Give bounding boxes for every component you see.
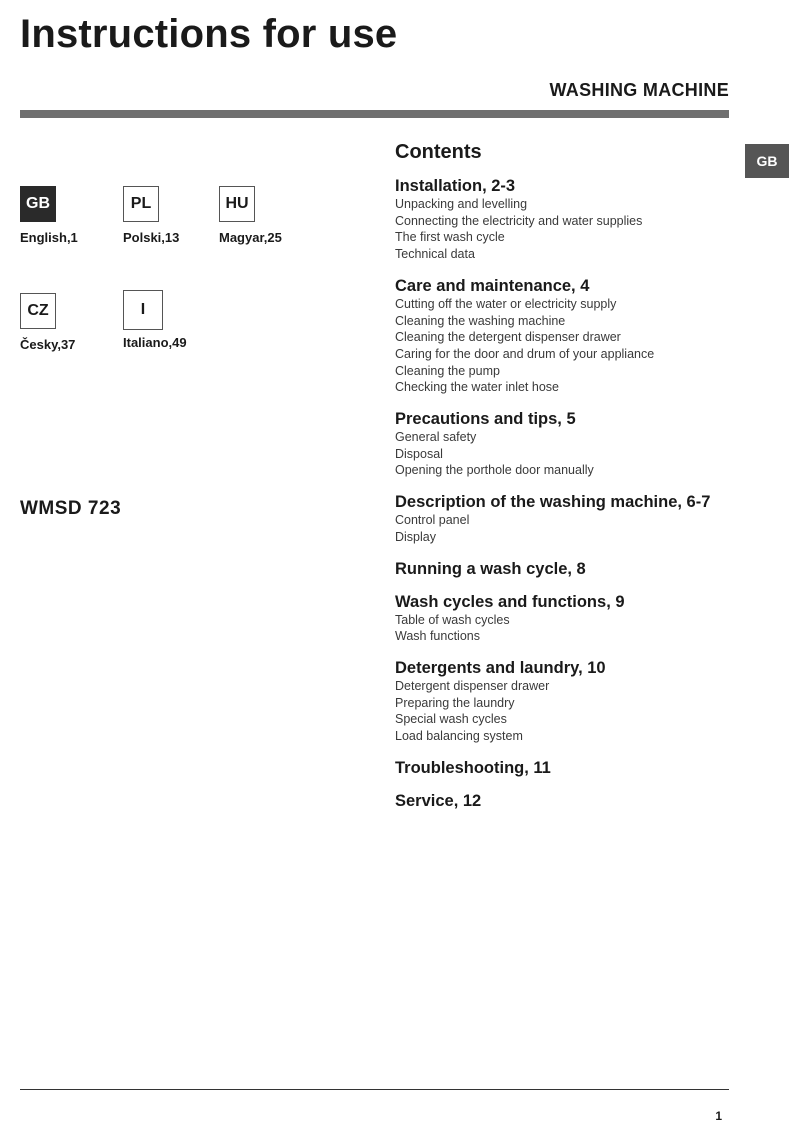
header-divider xyxy=(20,110,729,118)
language-option-gb[interactable] xyxy=(20,186,120,245)
language-side-tab: GB xyxy=(745,144,789,178)
section-item[interactable]: General safety xyxy=(395,430,477,445)
section-item[interactable]: Display xyxy=(395,529,436,544)
section-item[interactable]: Load balancing system xyxy=(395,729,523,744)
contents-heading: Contents xyxy=(395,141,482,163)
section-item[interactable]: The first wash cycle xyxy=(395,230,505,245)
section-item[interactable]: Preparing the laundry xyxy=(395,695,515,710)
section-heading[interactable]: Detergents and laundry, 10 xyxy=(395,658,606,677)
section-item[interactable]: Control panel xyxy=(395,513,470,528)
section-item[interactable]: Cutting off the water or electricity supply xyxy=(395,296,617,311)
section-heading[interactable]: Care and maintenance, 4 xyxy=(395,276,590,295)
language-label: Česky,37 xyxy=(20,337,76,352)
contents-section xyxy=(395,592,735,645)
section-item[interactable]: Cleaning the detergent dispenser drawer xyxy=(395,330,621,345)
language-code-box: HU xyxy=(219,186,255,222)
section-heading[interactable]: Service, 12 xyxy=(395,791,482,810)
document-subtitle: WASHING MACHINE xyxy=(549,80,729,100)
language-option-pl[interactable] xyxy=(123,186,223,245)
section-item[interactable]: Unpacking and levelling xyxy=(395,197,528,211)
language-option-it[interactable] xyxy=(123,290,223,350)
section-heading[interactable]: Precautions and tips, 5 xyxy=(395,410,576,429)
language-code-box: CZ xyxy=(20,293,56,329)
contents-section xyxy=(395,276,735,396)
table-of-contents xyxy=(395,141,735,824)
contents-section xyxy=(395,758,735,778)
contents-section xyxy=(395,559,735,579)
contents-section xyxy=(395,176,735,263)
section-item[interactable]: Wash functions xyxy=(395,629,480,644)
section-item[interactable]: Caring for the door and drum of your appliance xyxy=(395,346,655,361)
contents-section xyxy=(395,409,735,479)
footer-divider xyxy=(20,1089,729,1090)
section-item[interactable]: Table of wash cycles xyxy=(395,612,510,627)
contents-section xyxy=(395,658,735,745)
language-option-hu[interactable] xyxy=(219,186,319,245)
section-item[interactable]: Technical data xyxy=(395,247,475,262)
section-heading[interactable]: Description of the washing machine, 6-7 xyxy=(395,493,711,512)
section-item[interactable]: Cleaning the washing machine xyxy=(395,313,566,328)
section-item[interactable]: Detergent dispenser drawer xyxy=(395,678,550,693)
language-label: Magyar,25 xyxy=(219,230,282,245)
page-number: 1 xyxy=(715,1109,722,1123)
section-item[interactable]: Opening the porthole door manually xyxy=(395,463,594,478)
language-option-cz[interactable] xyxy=(20,293,120,352)
contents-sections xyxy=(395,176,735,811)
section-item[interactable]: Connecting the electricity and water supplies xyxy=(395,213,643,228)
section-heading[interactable]: Wash cycles and functions, 9 xyxy=(395,592,625,611)
section-item[interactable]: Checking the water inlet hose xyxy=(395,380,559,395)
section-item[interactable]: Special wash cycles xyxy=(395,712,507,727)
contents-section xyxy=(395,791,735,811)
section-heading[interactable]: Troubleshooting, 11 xyxy=(395,758,551,777)
document-title: Instructions for use xyxy=(20,12,398,56)
section-item[interactable]: Cleaning the pump xyxy=(395,363,500,378)
language-label: Italiano,49 xyxy=(123,335,187,350)
contents-section xyxy=(395,492,735,545)
language-label: English,1 xyxy=(20,230,78,245)
model-number: WMSD 723 xyxy=(20,498,122,519)
language-label: Polski,13 xyxy=(123,230,180,245)
language-code-box: PL xyxy=(123,186,159,222)
language-code-box: I xyxy=(123,290,163,330)
section-heading[interactable]: Installation, 2-3 xyxy=(395,177,516,195)
section-item[interactable]: Disposal xyxy=(395,446,443,461)
language-code-box: GB xyxy=(20,186,56,222)
section-heading[interactable]: Running a wash cycle, 8 xyxy=(395,559,586,578)
